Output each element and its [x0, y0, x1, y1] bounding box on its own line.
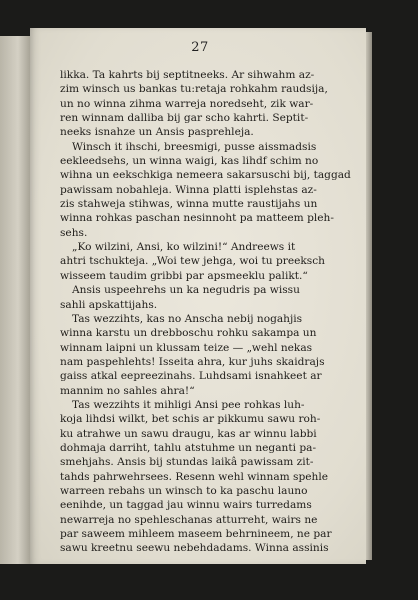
text-line: wihna un eekschkiga nemeera sakarsuschi bij, taggad — [60, 169, 351, 182]
text-line: sehs. — [60, 226, 88, 239]
text-line: winna rohkas paschan nesinnoht pa matteem pleh- — [60, 212, 334, 225]
text-line: tahds pahrwehrsees. Resenn wehl winnam spehle — [60, 470, 329, 483]
text-line: par saweem mihleem maseem behrnineem, ne par — [60, 528, 332, 540]
text-line: likka. Ta kahrts bij septitneeks. Ar sihwahm az- — [60, 69, 315, 81]
book-page — [30, 28, 366, 564]
text-line: mannim no sahles ahra!“ — [60, 384, 195, 397]
text-line: eenihde, un taggad jau winnu wairs turredams — [60, 499, 312, 512]
text-line: koja lihdsi wilkt, bet schis ar pikkumu sawu roh- — [60, 413, 321, 426]
left-page-edge — [0, 36, 30, 564]
text-line: Winsch it ihschi, breesmigi, pusse aissmadsis — [72, 140, 317, 153]
page-number: 27 — [191, 40, 209, 55]
text-line: ku atrahwe un sawu draugu, kas ar winnu labbi — [60, 427, 317, 440]
text-line: un no winna zihma warreja noredseht, zik war- — [60, 97, 314, 110]
right-page-edge — [366, 32, 372, 560]
text-line: zis stahweja stihwas, winna mutte raustijahs un — [60, 198, 318, 211]
page-text — [60, 68, 360, 556]
text-line: sawu kreetnu seewu nebehdadams. Winna assinis — [60, 542, 329, 555]
text-line: ahtri tschukteja. „Woi tew jehga, woi tu preeksch — [60, 255, 325, 268]
text-line: winnam laipni un klussam teize — „wehl nekas — [60, 341, 313, 354]
text-line: „Ko wilzini, Ansi, ko wilzini!“ Andreews it — [72, 241, 296, 254]
text-line: neeks isnahze un Ansis pasprehleja. — [60, 126, 254, 139]
text-line: pawissam nobahleja. Winna platti isplehstas az- — [60, 183, 317, 196]
text-line: dohmaja darriht, tahlu atstuhme un neganti pa- — [60, 441, 317, 454]
text-line: Ansis uspeehrehs un ka negudris pa wissu — [72, 284, 300, 297]
text-line: ren winnam dalliba bij gar scho kahrti. Septit- — [60, 112, 309, 125]
text-line: wisseem taudim gribbi par apsmeeklu palikt.“ — [60, 269, 308, 282]
text-line: sahli apskattijahs. — [60, 298, 158, 311]
text-line: Tas wezzihts, kas no Anscha nebij nogahjis — [72, 312, 303, 325]
text-line: smehjahs. Ansis bij stundas laikâ pawissam zit- — [60, 456, 314, 469]
text-line: warreen rebahs un winsch to ka paschu launo — [60, 484, 308, 497]
text-line: eekleedsehs, un winna waigi, kas lihdf schim no — [60, 155, 319, 168]
text-line: zim winsch us bankas tu:retaja rohkahm raudsija, — [60, 83, 328, 96]
text-line: Tas wezzihts it mihligi Ansi pee rohkas luh- — [72, 398, 305, 411]
text-line: newarreja no spehleschanas atturreht, wairs ne — [60, 513, 318, 526]
text-line: gaiss atkal eepreezinahs. Luhdsami isnahkeet ar — [60, 370, 322, 383]
text-line: winna karstu un drebboschu rohku sakampa un — [60, 327, 317, 340]
text-line: nam paspehlehts! Isseita ahra, kur juhs skaidrajs — [60, 355, 325, 368]
